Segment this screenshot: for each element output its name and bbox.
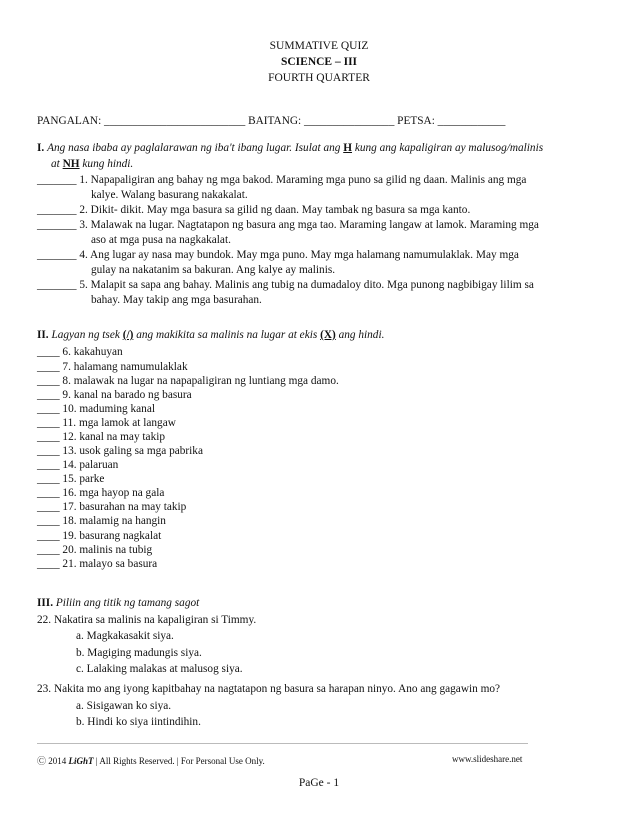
question-23: 23. Nakita mo ang iyong kapitbahay na nagtatapon ng basura sa harapan ninyo. Ano ang gagawin mo? [37,683,501,695]
list-item: ____ 20. malinis na tubig [37,544,153,556]
section1-instr-d: kung hindi. [82,158,134,170]
page-number: PaGe - 1 [298,777,340,789]
footer-divider [37,743,528,744]
q23-option-b: b. Hindi ko siya iintindihin. [76,716,201,728]
section1-instr-b: kung ang kapaligiran ay malusog/malinis [354,142,544,154]
section1-instructions-cont [51,158,133,170]
q22-option-a: a. Magkakasakit siya. [76,630,174,642]
list-item: ____ 6. kakahuyan [37,346,123,358]
item-3-cont: aso at mga pusa na nagkakalat. [91,234,231,246]
q22-option-c: c. Lalaking malakas at malusog siya. [76,663,243,675]
section2-instr-c: ang hindi. [338,329,385,341]
list-item: ____ 18. malamig na hangin [37,515,166,527]
list-item: ____ 7. halamang namumulaklak [37,361,188,373]
item-1-cont: kalye. Walang basurang nakakalat. [91,189,248,201]
footer-brand: LiGhT [68,756,94,766]
list-item: ____ 17. basurahan na may takip [37,501,187,513]
q22-option-b: b. Magiging madungis siya. [76,647,202,659]
section3-number: III. [37,597,54,609]
item-1: _______ 1. Napapaligiran ang bahay ng mga bakod. Maraming mga puno sa gilid ng daan. Malinis ang mga [37,174,527,186]
footer-site: www.slideshare.net [452,754,523,764]
section1-instructions [37,142,543,154]
section2-instr-a: Lagyan ng tsek [51,329,120,341]
list-item: ____ 10. maduming kanal [37,403,155,415]
section2-instr-b: ang makikita sa malinis na lugar at ekis [136,329,318,341]
list-item: ____ 13. usok galing sa mga pabrika [37,445,203,457]
student-info-line: PANGALAN: _________________________ BAITANG: ________________ PETSA: ____________ [37,115,506,127]
section3-instr: Piliin ang titik ng tamang sagot [55,597,200,609]
item-5: _______ 5. Malapit sa sapa ang bahay. Malinis ang tubig na dumadaloy dito. Mga punong nagbibigay lilim sa [37,279,534,291]
section2-instructions [37,329,384,341]
mark-x: (X) [320,329,336,341]
item-4: _______ 4. Ang lugar ay nasa may bundok. May mga puno. May mga halamang namumulaklak. May mga [37,249,519,261]
mark-check: (/) [122,329,134,341]
quarter-title: FOURTH QUARTER [268,72,370,84]
mark-nh: NH [62,158,80,170]
section1-instr-c: at [51,158,60,170]
item-4-cont: gulay na nakatanim sa bakuran. Ang kalye ay malinis. [91,264,336,276]
item-3: _______ 3. Malawak na lugar. Nagtatapon ng basura ang mga tao. Maraming langaw at lamok. Maraming mga [37,219,539,231]
question-22: 22. Nakatira sa malinis na kapaligiran si Timmy. [37,614,257,626]
footer-left [37,754,265,767]
list-item: ____ 21. malayo sa basura [37,558,158,570]
section1-number: I. [37,142,45,154]
list-item: ____ 15. parke [37,473,105,485]
list-item: ____ 14. palaruan [37,459,119,471]
list-item: ____ 19. basurang nagkalat [37,530,162,542]
item-5-cont: bahay. May takip ang mga basurahan. [91,294,262,306]
section2-number: II. [37,329,49,341]
mark-h: H [343,142,353,154]
list-item: ____ 12. kanal na may takip [37,431,166,443]
subject-title: SCIENCE – III [280,56,358,68]
list-item: ____ 9. kanal na barado ng basura [37,389,192,401]
q23-option-a: a. Sisigawan ko siya. [76,700,172,712]
item-2: _______ 2. Dikit- dikit. May mga basura sa gilid ng daan. May tambak ng basura sa mga kanto. [37,204,471,216]
footer-rights: | All Rights Reserved. | For Personal Use Only. [95,756,265,766]
list-item: ____ 8. malawak na lugar na napapaligiran ng luntiang mga damo. [37,375,339,387]
footer-copyright: Ⓒ 2014 [37,756,67,766]
section1-instr-a: Ang nasa ibaba ay paglalarawan ng iba't ibang lugar. Isulat ang [47,142,341,154]
section3-instructions [37,597,199,609]
list-item: ____ 16. mga hayop na gala [37,487,165,499]
quiz-title: SUMMATIVE QUIZ [269,40,369,52]
list-item: ____ 11. mga lamok at langaw [37,417,176,429]
